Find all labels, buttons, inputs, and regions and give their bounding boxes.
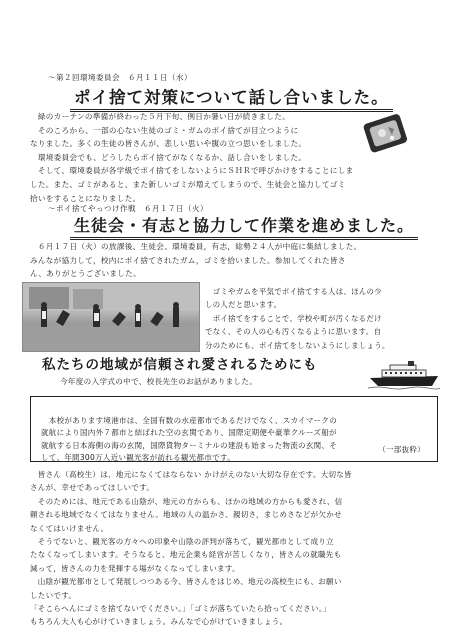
section3-heading: 私たちの地域が信頼され愛されるためにも bbox=[42, 357, 318, 373]
section1-label: ～第２回環境委員会 ６月１１日（水） bbox=[48, 73, 192, 82]
section1-body: 緑のカーテンの準備が終わった５月下旬、例日か暑い日が続きました。 そのころから、一部の心ない生徒のゴミ・ガムのポイ捨てが目立つように なりました。多くの生徒の皆さんが、悲しい思いや腹の立つ思いをしました。 環境委員会でも、どうしたらポイ捨てがなくなるか、話し合いをしました。 そして、環境委員が各学級でポイ捨てをしないようにＳＨＲで呼びかけをすることにしま した。また、ゴミがあると、また新しいゴミが増えてしまうので、生徒会と協力してゴミ 拾いをすることになりました。 bbox=[30, 112, 354, 203]
section3-body: 皆さん（高校生）は、地元になくてはならない かけがえのない大切な存在です。大切な皆 さんが、幸せであってほしいです。 そのためには、地元である山陰が、地元の方からも、ほかの地域の方からも愛され、信 頼される地域でなくてはなりません。地域の人の温かさ、親切さ，まじめさなどが欠かせ なくてはいけません。 そうでないと、観光客の方々への印象や山陰の評判が落ちて，観光都市として成り立 たなくなってしまいます。そうなると、地元企業も経営が苦しくなり，皆さんの就職先も 減って，皆さんの力を発揮する場がなくなってしまいます。 山陰が観光都市として発展しつつある今、皆さんをはじめ、地元の高校生にも、お願い したいです。 「そこらへんにゴミを捨てないでください。」「ゴミが落ちていたら拾ってください。」 もちろん大人も心がけていきましょう。みんなで心がけていきましょう。 bbox=[30, 470, 352, 627]
section2-headline: 生徒会・有志と協力して作業を進めました。 bbox=[70, 213, 418, 240]
principal-quote-box bbox=[30, 396, 438, 462]
section2-body-side: ゴミやガムを平気でポイ捨てする人は、ほんの少 しの人だと思います。 ポイ捨てをすることで、学校や町が汚くなるだけ でなく、その人の心も汚くなるように思います。自 分のためにも、ポイ捨てをしないようにしましょう。 bbox=[205, 287, 390, 350]
cruise-ship-icon bbox=[368, 360, 440, 390]
cleanup-photo bbox=[22, 282, 200, 352]
section2-body-top: ６月１７日（火）の放課後、生徒会、環境委員，有志，総勢２４人が中庭に集結しました。 みんなが協力して，校内にポイ捨てされたガム，ゴミを拾いました。参加してくれた皆さ ん、ありがとうございました。 bbox=[30, 242, 362, 279]
section2-label: ～ポイ捨てやっつけ作戦 ６月１７日（火） bbox=[48, 204, 208, 213]
quote-note: （一部抜粋） bbox=[378, 445, 425, 455]
section3-intro: 今年度の入学式の中で、校長先生のお話がありました。 bbox=[60, 377, 258, 386]
principal-quote: 本校があります境港市は、全国有数の水産都市であるだけでなく、スカイマークの 就航により国内外７都市と結ばれた空の玄関であり、国際定期便や豪華クルーズ船が 就航する日本海側の海の玄関，国際貨物ターミナルの建設も始まった物流の玄関、そ して、年間300万人近い観光客が訪れる観光都市です。 bbox=[41, 415, 338, 463]
trash-illustration-icon bbox=[362, 112, 410, 154]
section1-headline: ポイ捨て対策について話し合いました。 bbox=[70, 84, 393, 112]
